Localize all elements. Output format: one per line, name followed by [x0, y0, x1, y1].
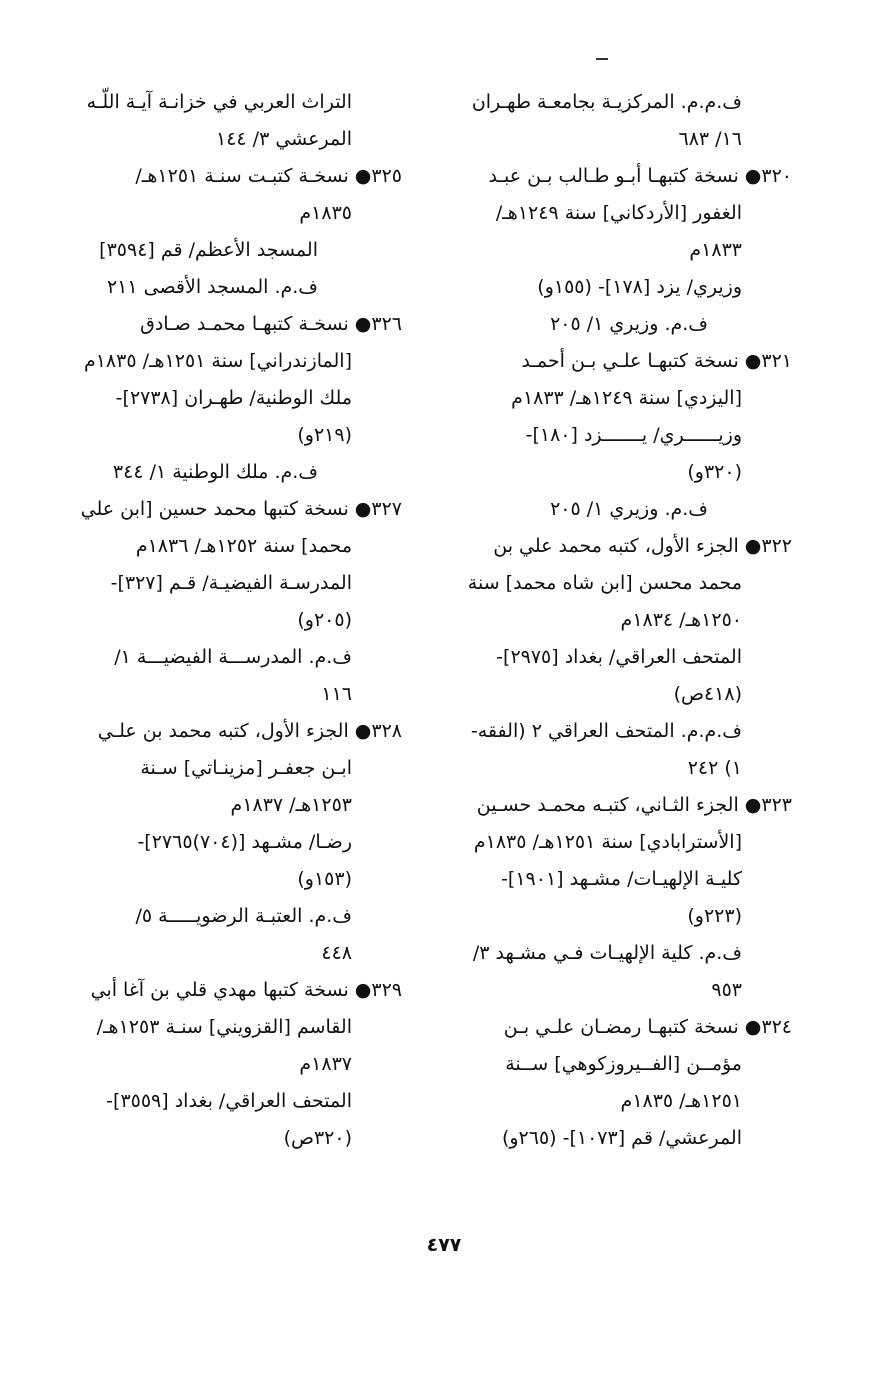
entry-text-line: المدرسـة الفيضيـة/ قـم [٣٢٧]-	[110, 572, 352, 594]
entry-text-line: المرعشي ٣/ ١٤٤	[216, 128, 352, 150]
entry-text-line: ف.م. ملك الوطنية ١/ ٣٤٤	[112, 461, 318, 483]
left-column	[52, 84, 402, 1157]
entry-text-line: ف.م. وزيري ١/ ٢٠٥	[550, 498, 708, 520]
entry-text-line: ١٢٥١هـ/ ١٨٣٥م	[620, 1090, 742, 1112]
entry-text-line: ١٨٣٧م	[299, 1053, 352, 1075]
entry-text-line: ٩٥٣	[711, 979, 742, 1001]
entry-text-line: الغفور [الأردكاني] سنة ١٢٤٩هـ/	[495, 202, 742, 224]
entry-heading-line: ٣٢٢● الجزء الأول، كتبه محمد علي بن	[493, 535, 792, 557]
entry-heading-line: ٣٢٩● نسخة كتبها مهدي قلي بن آغا أبي	[90, 979, 402, 1001]
entry-text-line: محمد محسن [ابن شاه محمد] سنة	[467, 572, 742, 594]
entry-text-line: كليـة الإلهيـات/ مشـهد [١٩٠١]-	[501, 868, 742, 890]
entry-text-line: القاسم [القزويني] سنـة ١٢٥٣هـ/	[96, 1016, 352, 1038]
entry-text-line: (٢٠٥و)	[297, 609, 352, 631]
entry-text-line: (٣٢٠و)	[687, 461, 742, 483]
entry-text-line: ٤٤٨	[321, 942, 352, 964]
entry-text-line: ابـن جعفـر [مزينـاتي] سـنة	[140, 757, 352, 779]
entry-text-line: ف.م. المسجد الأقصى ٢١١	[106, 276, 318, 298]
entry-text-line: ف.م.م. المتحف العراقي ٢ (الفقه-	[470, 720, 742, 742]
entry-text-line: المتحف العراقي/ بغداد [٣٥٥٩]-	[106, 1090, 352, 1112]
entry-text-line: المسجد الأعظم/ قم [٣٥٩٤]	[99, 239, 318, 261]
entry-heading-line: ٣٢٧● نسخة كتبها محمد حسين [ابن علي	[80, 498, 402, 520]
entry-text-line: رضـا/ مشـهد [(٧٠٤)٢٧٦٥]-	[137, 831, 352, 853]
entry-text-line: المرعشي/ قم [١٠٧٣]- (٢٦٥و)	[501, 1127, 742, 1149]
top-dash-mark	[596, 58, 608, 60]
entry-text-line: [اليزدي] سنة ١٢٤٩هـ/ ١٨٣٣م	[511, 387, 742, 409]
entry-text-line: ف.م. المدرســـة الفيضيـــة ١/	[114, 646, 352, 668]
entry-text-line: ف.م. كلية الإلهيـات فـي مشـهد ٣/	[472, 942, 742, 964]
entry-text-line: ١٦/ ٦٨٣	[678, 128, 742, 150]
entry-text-line: ١٢٥٠هـ/ ١٨٣٤م	[620, 609, 742, 631]
entry-text-line: وزيــــــري/ يـــــــزد [١٨٠]-	[525, 424, 742, 446]
entry-heading-line: ٣٢٨● الجزء الأول، كتبه محمد بن علـي	[97, 720, 402, 742]
entry-text-line: ١٢٥٣هـ/ ١٨٣٧م	[230, 794, 352, 816]
entry-text-line: التراث العربي في خزانـة آيـة اللّـه	[86, 91, 352, 113]
entry-text-line: ملك الوطنية/ طهـران [٢٧٣٨]-	[115, 387, 352, 409]
entry-heading-line: ٣٢٥● نسخـة كتبـت سنـة ١٢٥١هـ/	[135, 165, 402, 187]
entry-heading-line: ٣٢٠● نسخة كتبهـا أبـو طـالب بـن عبـد	[488, 165, 792, 187]
entry-text-line: مؤمــن [الفــيروزكوهي] ســنة	[505, 1053, 742, 1075]
entry-text-line: ١) ٢٤٢	[687, 757, 742, 779]
entry-heading-line: ٣٢٣● الجزء الثـاني، كتبـه محمـد حسـين	[476, 794, 792, 816]
entry-text-line: (٣٢٠ص)	[283, 1127, 352, 1149]
entry-heading-line: ٣٢٤● نسخة كتبهـا رمضـان علـي بـن	[503, 1016, 792, 1038]
entry-text-line: (٢٢٣و)	[687, 905, 742, 927]
entry-text-line: (١٥٣و)	[297, 868, 352, 890]
entry-text-line: ف.م. وزيري ١/ ٢٠٥	[550, 313, 708, 335]
entry-text-line: ١٨٣٣م	[689, 239, 742, 261]
entry-text-line: ١٨٣٥م	[299, 202, 352, 224]
entry-heading-line: ٣٢٦● نسخـة كتبهـا محمـد صـادق	[140, 313, 402, 335]
entry-text-line: (٢١٩و)	[297, 424, 352, 446]
entry-text-line: المتحف العراقي/ بغداد [٢٩٧٥]-	[496, 646, 742, 668]
entry-text-line: وزيري/ يزد [١٧٨]- (١٥٥و)	[537, 276, 742, 298]
entry-text-line: ف.م. العتبـة الرضويـــــة ٥/	[135, 905, 352, 927]
entry-text-line: [المازندراني] سنة ١٢٥١هـ/ ١٨٣٥م	[83, 350, 352, 372]
entry-heading-line: ٣٢١● نسخة كتبهـا علـي بـن أحمـد	[521, 350, 792, 372]
entry-text-line: محمد] سنة ١٢٥٢هـ/ ١٨٣٦م	[135, 535, 352, 557]
entry-text-line: (٤١٨ص)	[673, 683, 742, 705]
right-column	[450, 84, 792, 1157]
entry-text-line: ١١٦	[321, 683, 352, 705]
entry-text-line: [الأسترابادي] سنة ١٢٥١هـ/ ١٨٣٥م	[473, 831, 742, 853]
page-number: ٤٧٧	[426, 1234, 462, 1256]
entry-text-line: ف.م.م. المركزيـة بجامعـة طهـران	[471, 91, 742, 113]
